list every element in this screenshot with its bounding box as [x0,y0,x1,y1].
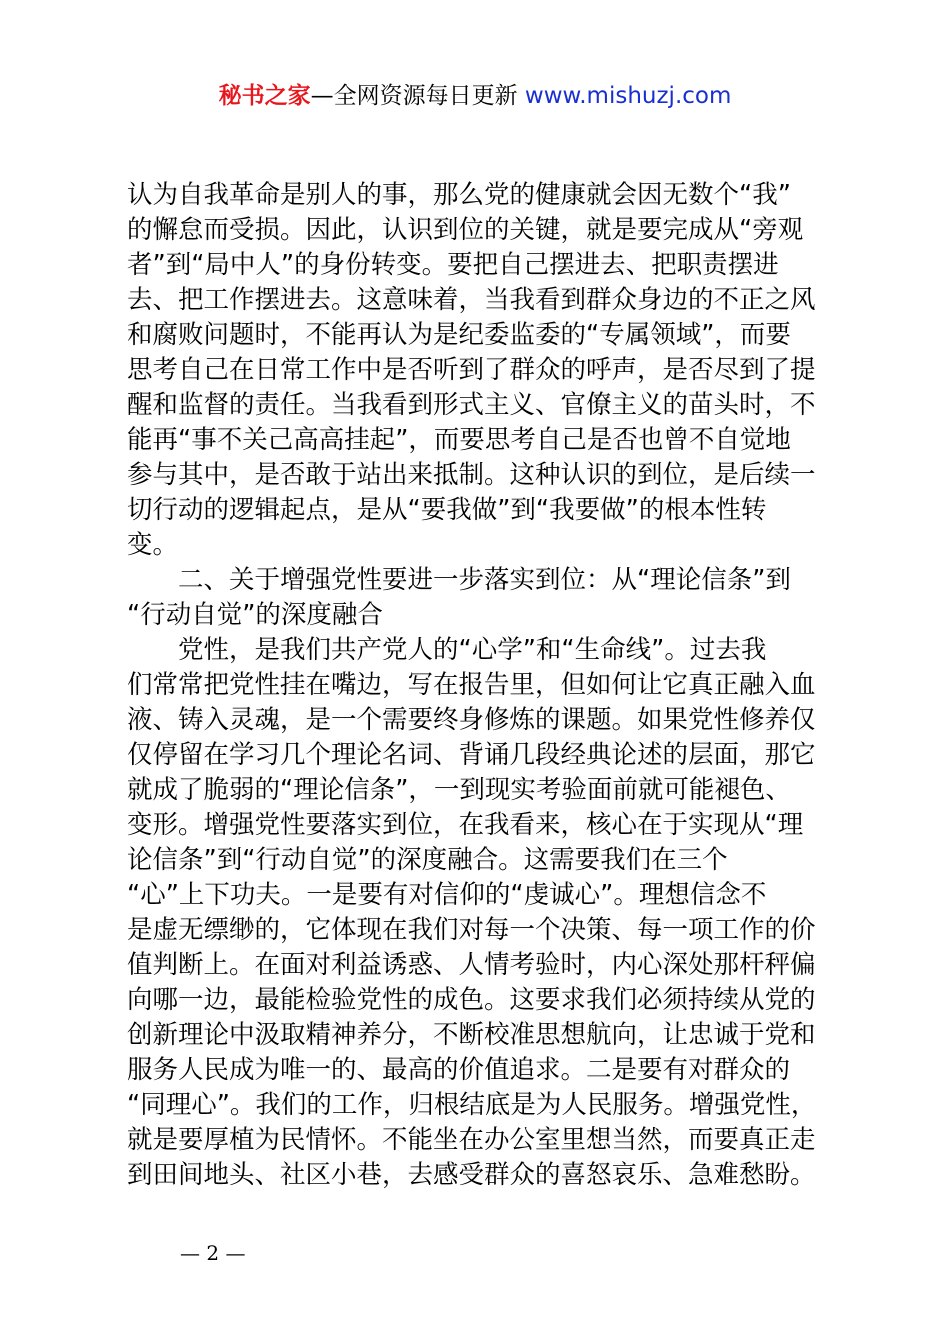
text-line: 醒和监督的责任。当我看到形式主义、官僚主义的苗头时，不 [127,390,816,420]
text-line: 仅停留在学习几个理论名词、背诵几段经典论述的层面，那它 [127,740,816,770]
text-line: 能再“事不关己高高挂起”，而要思考自己是否也曾不自觉地 [127,425,791,455]
text-line: 就成了脆弱的“理论信条”，一到现实考验面前就可能褪色、 [127,775,791,805]
text-line: 向哪一边，最能检验党性的成色。这要求我们必须持续从党的 [127,985,816,1015]
text-line: 液、铸入灵魂，是一个需要终身修炼的课题。如果党性修养仅 [127,705,816,735]
text-line: 认为自我革命是别人的事，那么党的健康就会因无数个“我” [127,180,791,210]
text-line: 者”到“局中人”的身份转变。要把自己摆进去、把职责摆进 [127,250,779,280]
text-line: 们常常把党性挂在嘴边，写在报告里，但如何让它真正融入血 [127,670,816,700]
text-line: “同理心”。我们的工作，归根结底是为人民服务。增强党性， [127,1090,817,1120]
page-header [0,78,950,114]
text-line: 变。 [127,530,179,560]
text-line: 二、关于增强党性要进一步落实到位：从“理论信条”到 [178,565,791,595]
text-line: “心”上下功夫。一是要有对信仰的“虔诚心”。理想信念不 [127,880,767,910]
text-line: 变形。增强党性要落实到位，在我看来，核心在于实现从“理 [127,810,804,840]
text-line: 就是要厚植为民情怀。不能坐在办公室里想当然，而要真正走 [127,1125,816,1155]
text-line: 去、把工作摆进去。这意味着，当我看到群众身边的不正之风 [127,285,816,315]
text-line: “行动自觉”的深度融合 [127,600,383,630]
text-line: 和腐败问题时，不能再认为是纪委监委的“专属领域”，而要 [127,320,791,350]
text-line: 是虚无缥缈的，它体现在我们对每一个决策、每一项工作的价 [127,915,816,945]
text-line: 切行动的逻辑起点，是从“要我做”到“我要做”的根本性转 [127,495,767,525]
text-line: 值判断上。在面对利益诱惑、人情考验时，内心深处那杆秤偏 [127,950,816,980]
text-line: 到田间地头、社区小巷，去感受群众的喜怒哀乐、急难愁盼。 [127,1160,816,1190]
text-line: 论信条”到“行动自觉”的深度融合。这需要我们在三个 [127,845,728,875]
text-line: 的懈怠而受损。因此，认识到位的关键，就是要完成从“旁观 [127,215,804,245]
brand-name: 秘书之家 [218,83,311,109]
page-number: — 2 — [180,1241,246,1265]
text-line: 服务人民成为唯一的、最高的价值追求。二是要有对群众的 [127,1055,791,1085]
text-line: 思考自己在日常工作中是否听到了群众的呼声，是否尽到了提 [127,355,816,385]
text-line: 创新理论中汲取精神养分，不断校准思想航向，让忠诚于党和 [127,1020,816,1050]
document-body [127,178,839,1193]
site-url-link[interactable]: www.mishuzj.com [524,83,732,109]
text-line: 参与其中，是否敢于站出来抵制。这种认识的到位，是后续一 [127,460,816,490]
text-line: 党性，是我们共产党人的“心学”和“生命线”。过去我 [178,635,767,665]
header-tagline: —全网资源每日更新 [310,83,525,109]
